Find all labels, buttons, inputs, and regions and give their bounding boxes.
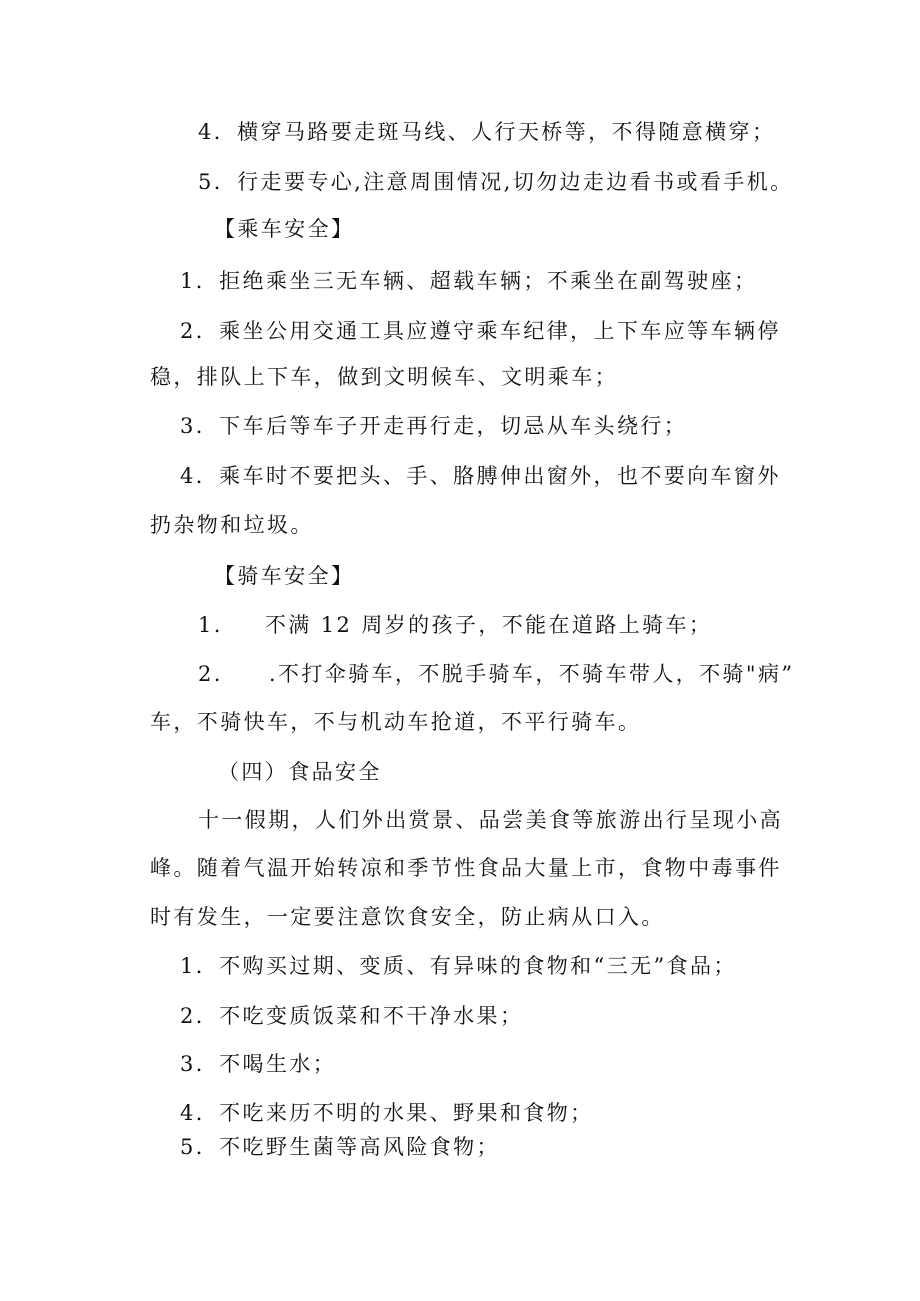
riding-item-2-line-1: 2．乘坐公用交通工具应遵守乘车纪律，上下车应等车辆停 [180, 319, 781, 343]
cycling-item-2-number: 2. [198, 662, 223, 686]
cycling-heading: 【骑车安全】 [214, 564, 355, 588]
cycling-item-2-text: .不打伞骑车，不脱手骑车，不骑车带人，不骑"病” [268, 662, 795, 686]
food-item-2: 2．不吃变质饭菜和不干净水果； [180, 1004, 524, 1028]
food-item-4: 4．不吃来历不明的水果、野果和食物； [180, 1101, 594, 1125]
food-item-3: 3．不喝生水； [180, 1052, 337, 1076]
food-item-5: 5．不吃野生菌等高风险食物； [180, 1135, 500, 1159]
cycling-item-1 [198, 610, 712, 640]
riding-item-4-line-1: 4．乘车时不要把头、手、胳膊伸出窗外，也不要向车窗外 [180, 464, 781, 488]
riding-heading: 【乘车安全】 [214, 217, 355, 241]
riding-item-4-line-2: 扔杂物和垃圾。 [150, 513, 314, 537]
food-intro-line-2: 峰。随着气温开始转凉和季节性食品大量上市，食物中毒事件 [150, 856, 782, 880]
cycling-item-2 [198, 659, 795, 689]
food-intro-line-1: 十一假期，人们外出赏景、品尝美食等旅游出行呈现小高 [198, 808, 783, 832]
walking-item-5: 5．行走要专心,注意周围情况,切勿边走边看书或看手机。 [198, 170, 794, 194]
food-heading: （四）食品安全 [218, 760, 382, 784]
food-intro-line-3: 时有发生，一定要注意饮食安全，防止病从口入。 [150, 905, 665, 929]
riding-item-3: 3．下车后等车子开走再行走，切忌从车头绕行； [180, 414, 688, 438]
walking-item-4: 4．横穿马路要走斑马线、人行天桥等，不得随意横穿； [198, 120, 776, 144]
cycling-item-1-number: 1. [198, 613, 223, 637]
riding-item-1: 1．拒绝乘坐三无车辆、超载车辆；不乘坐在副驾驶座； [180, 269, 758, 293]
cycling-item-2-line-2: 车，不骑快车，不与机动车抢道，不平行骑车。 [150, 710, 642, 734]
cycling-item-1-text: 不满 12 周岁的孩子，不能在道路上骑车； [264, 613, 713, 637]
riding-item-2-line-2: 稳，排队上下车，做到文明候车、文明乘车； [150, 365, 618, 389]
food-item-1: 1．不购买过期、变质、有异味的食物和“三无”食品； [180, 954, 737, 978]
